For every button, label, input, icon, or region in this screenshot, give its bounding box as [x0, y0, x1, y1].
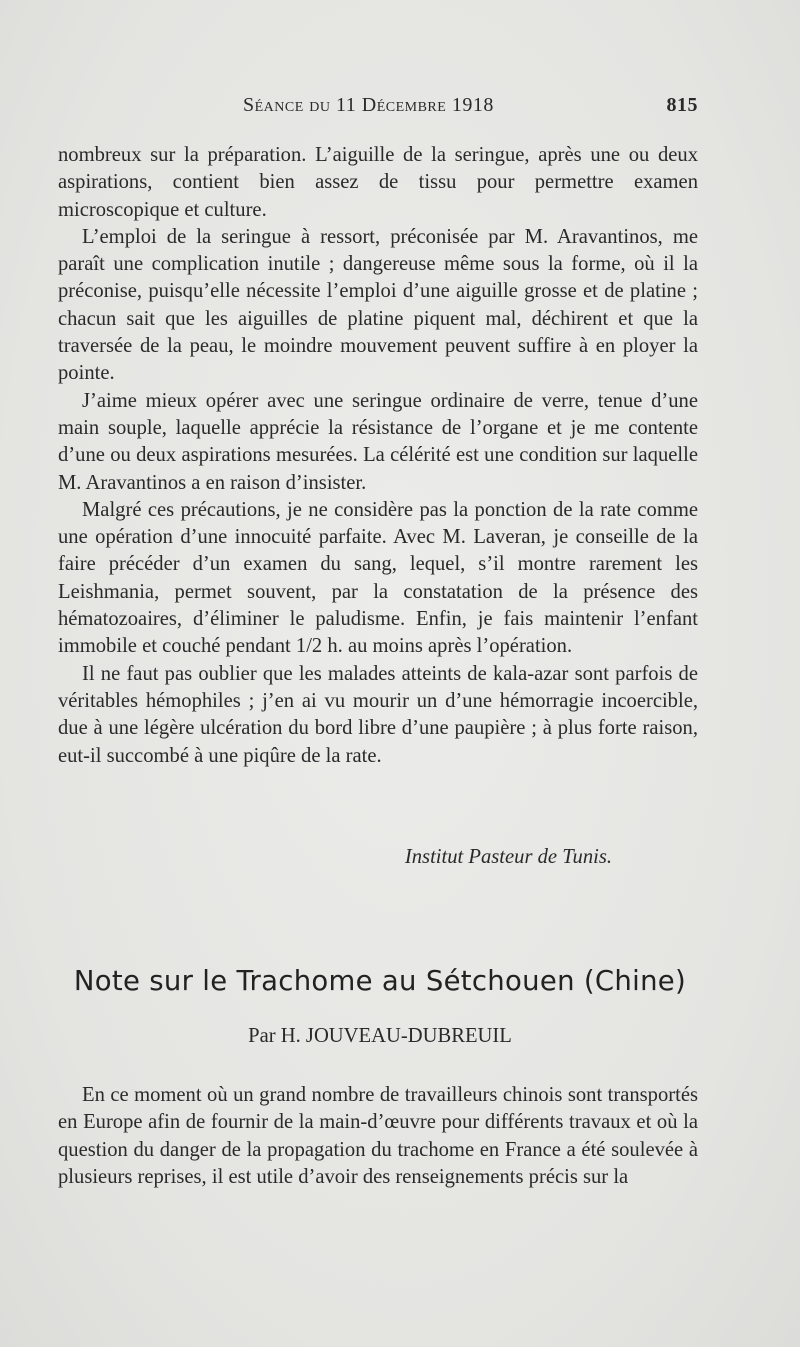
paragraph: Il ne faut pas oublier que les malades atteints de kala-azar sont parfois de véritables hémophiles ; j’en ai vu mourir un d’une hémorragie incoercible, due à une légère ulcération du bord libre d’une paupière ; à plus forte raison, eut-il succombé à une piqûre de la rate. — [58, 662, 698, 767]
article-author: Par H. JOUVEAU-DUBREUIL — [248, 1025, 512, 1047]
paragraph: Malgré ces précautions, je ne considère pas la ponction de la rate comme une opération d’une innocuité parfaite. Avec M. Laveran, je conseille de la faire précéder d’un examen du sang, lequel, s’il montre rarement les Leishmania, permet souvent, par la constatation de la présence des hématozoaires, d’éliminer le paludisme. Enfin, je fais maintenir l’enfant immobile et couché pendant 1/2 h. au moins après l’opération. — [58, 498, 698, 658]
paragraph: L’emploi de la seringue à ressort, préconisée par M. Aravantinos, me paraît une complication inutile ; dangereuse même sous la forme, où il la préconise, puisqu’elle nécessite l’emploi d’une aiguille grosse et de platine ; chacun sait que les aiguilles de platine piquent mal, déchirent et que la traversée de la peau, le moindre mouvement peuvent suffire à en ployer la pointe. — [58, 225, 698, 385]
running-head — [58, 94, 698, 124]
running-head-title: Séance du 11 Décembre 1918 — [243, 94, 494, 116]
signature: Institut Pasteur de Tunis. — [404, 846, 612, 868]
page-number: 815 — [666, 94, 698, 116]
article-title: Note sur le Trachome au Sétchouen (Chine) — [73, 965, 687, 997]
paragraph: nombreux sur la préparation. L’aiguille de la seringue, après une ou deux aspirations, contient bien assez de tissu pour permettre examen microscopique et culture. — [58, 144, 698, 221]
body-text — [58, 142, 698, 770]
paragraph: En ce moment où un grand nombre de travailleurs chinois sont transportés en Europe afin de fournir de la main-d’œuvre pour différents travaux et où la question du danger de la propagation du trachome en France a été soulevée à plusieurs reprises, il est utile d’avoir des renseignements précis sur la — [58, 1084, 698, 1188]
paragraph: J’aime mieux opérer avec une seringue ordinaire de verre, tenue d’une main souple, laquelle apprécie la résistance de l’organe et je me contente d’une ou deux aspirations mesurées. La célérité est une condition sur laquelle M. Aravantinos a en raison d’insister. — [58, 389, 698, 494]
article-body — [58, 1082, 698, 1191]
